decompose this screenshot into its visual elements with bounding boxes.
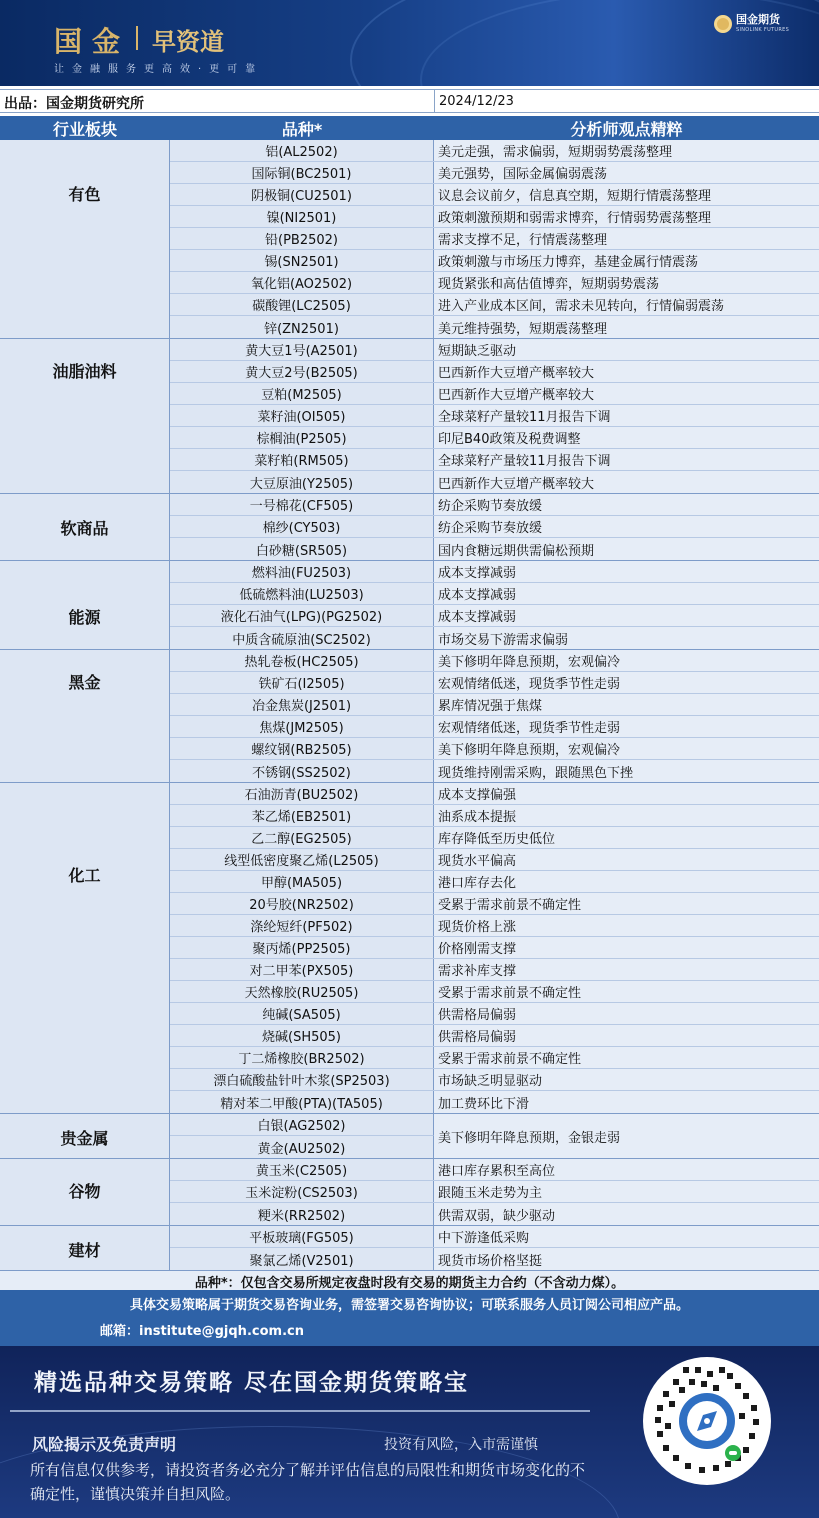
corner-logo: [714, 14, 789, 34]
view-cell: 供需格局偏弱: [434, 1003, 819, 1024]
variety-cell: 锡(SN2501): [170, 250, 434, 271]
view-cell: 美元维持强势，短期震荡整理: [434, 316, 819, 338]
variety-cell: 粳米(RR2502): [170, 1203, 434, 1225]
risk-disclosure-title: 风险揭示及免责声明: [32, 1435, 177, 1454]
variety-cell: 黄大豆2号(B2505): [170, 361, 434, 382]
contact-email[interactable]: 邮箱：institute@gjqh.com.cn: [100, 1324, 304, 1339]
table-row: [170, 162, 819, 184]
view-cell: 需求支撑不足，行情震荡整理: [434, 228, 819, 249]
table-row: [170, 1069, 819, 1091]
table-header: [0, 116, 819, 140]
mini-program-qr-code[interactable]: [643, 1357, 771, 1485]
table-row: [170, 1047, 819, 1069]
view-cell: 港口库存累积至高位: [434, 1159, 819, 1180]
view-cell: 巴西新作大豆增产概率较大: [434, 383, 819, 404]
variety-cell: 涤纶短纤(PF502): [170, 915, 434, 936]
variety-cell: 焦煤(JM2505): [170, 716, 434, 737]
table-row: [170, 538, 819, 560]
variety-cell: 中质含硫原油(SC2502): [170, 627, 434, 649]
table-row: [170, 650, 819, 672]
variety-cell: 阴极铜(CU2501): [170, 184, 434, 205]
view-cell: 全球菜籽产量较11月报告下调: [434, 405, 819, 426]
variety-cell: 黄玉米(C2505): [170, 1159, 434, 1180]
table-row: [170, 1025, 819, 1047]
variety-cell: 碳酸锂(LC2505): [170, 294, 434, 315]
view-cell: 供需双弱，缺少驱动: [434, 1203, 819, 1225]
view-cell: 跟随玉米走势为主: [434, 1181, 819, 1202]
variety-cell: 国际铜(BC2501): [170, 162, 434, 183]
sector-label: 油脂油料: [0, 339, 170, 493]
table-row: [170, 694, 819, 716]
sector-group: [0, 494, 819, 561]
view-cell: 进入产业成本区间，需求未见转向，行情偏弱震荡: [434, 294, 819, 315]
variety-cell: 白银(AG2502): [170, 1114, 434, 1136]
table-row: [170, 915, 819, 937]
table-row: [170, 583, 819, 605]
view-cell: 美元走强，需求偏弱，短期弱势震荡整理: [434, 140, 819, 161]
table-row: [170, 893, 819, 915]
table-row: [170, 228, 819, 250]
table-row: [170, 316, 819, 338]
sector-label: 贵金属: [0, 1114, 170, 1158]
variety-cell: 甲醇(MA505): [170, 871, 434, 892]
view-cell: 宏观情绪低迷，现货季节性走弱: [434, 672, 819, 693]
strategy-table: [0, 116, 819, 1291]
view-cell: 国内食糖远期供需偏松预期: [434, 538, 819, 560]
variety-cell: 菜籽粕(RM505): [170, 449, 434, 470]
variety-cell: 天然橡胶(RU2505): [170, 981, 434, 1002]
variety-cell: 纯碱(SA505): [170, 1003, 434, 1024]
sector-group-precious: [0, 1114, 819, 1159]
table-row: [170, 361, 819, 383]
view-cell: 加工费环比下滑: [434, 1091, 819, 1113]
brand-logo: 国金: [54, 25, 131, 58]
variety-cell: 黄大豆1号(A2501): [170, 339, 434, 360]
variety-cell: 不锈钢(SS2502): [170, 760, 434, 782]
merged-rows: [170, 1114, 819, 1158]
table-row: [170, 605, 819, 627]
variety-cell: 锌(ZN2501): [170, 316, 434, 338]
table-row: [170, 1248, 819, 1270]
view-cell: 成本支撑减弱: [434, 583, 819, 604]
sector-group: [0, 561, 819, 650]
view-cell: 纺企采购节奏放缓: [434, 494, 819, 515]
table-row: [170, 849, 819, 871]
sector-group: [0, 783, 819, 1114]
view-cell: 纺企采购节奏放缓: [434, 516, 819, 537]
view-cell: 现货市场价格坚挺: [434, 1248, 819, 1270]
variety-cell: 棉纱(CY503): [170, 516, 434, 537]
table-row: [170, 981, 819, 1003]
view-cell: 成本支撑偏强: [434, 783, 819, 804]
table-row: [170, 672, 819, 694]
view-cell: 中下游逢低采购: [434, 1226, 819, 1247]
info-divider: [434, 90, 435, 112]
view-cell: 需求补库支撑: [434, 959, 819, 980]
view-cell: 议息会议前夕，信息真空期，短期行情震荡整理: [434, 184, 819, 205]
table-row: [170, 140, 819, 162]
table-row: [170, 405, 819, 427]
view-cell: 现货维持刚需采购，跟随黑色下挫: [434, 760, 819, 782]
variety-cell: 氧化铝(AO2502): [170, 272, 434, 293]
sector-label: 有色: [0, 140, 170, 338]
variety-cell: 烧碱(SH505): [170, 1025, 434, 1046]
view-cell: 全球菜籽产量较11月报告下调: [434, 449, 819, 470]
sector-label: 能源: [0, 561, 170, 649]
sector-group: [0, 1226, 819, 1271]
variety-cell: 液化石油气(LPG)(PG2502): [170, 605, 434, 626]
view-cell: 现货价格上涨: [434, 915, 819, 936]
promo-divider: [10, 1410, 590, 1412]
header-sector: 行业板块: [52, 119, 117, 139]
view-cell: 美下修明年降息预期，金银走弱: [434, 1114, 819, 1158]
variety-cell: 铝(AL2502): [170, 140, 434, 161]
sector-label: 化工: [0, 783, 170, 1113]
table-row: [170, 272, 819, 294]
brand-divider: [136, 26, 138, 50]
variety-cell: 平板玻璃(FG505): [170, 1226, 434, 1247]
producer-label: 出品：国金期货研究所: [4, 96, 144, 112]
view-cell: 短期缺乏驱动: [434, 339, 819, 360]
table-row: [170, 805, 819, 827]
table-row: [170, 937, 819, 959]
view-cell: 美下修明年降息预期，宏观偏冷: [434, 738, 819, 759]
view-cell: 市场交易下游需求偏弱: [434, 627, 819, 649]
header-view: 分析师观点精粹: [570, 119, 683, 139]
sector-label: 软商品: [0, 494, 170, 560]
header-variety: 品种*: [281, 119, 323, 139]
variety-cell: 丁二烯橡胶(BR2502): [170, 1047, 434, 1068]
variety-cell: 低硫燃料油(LU2503): [170, 583, 434, 604]
variety-cell: 对二甲苯(PX505): [170, 959, 434, 980]
table-row: [170, 783, 819, 805]
table-row: [170, 760, 819, 782]
view-cell: 油系成本提振: [434, 805, 819, 826]
view-cell: 受累于需求前景不确定性: [434, 893, 819, 914]
view-cell: 政策刺激与市场压力博弈，基建金属行情震荡: [434, 250, 819, 271]
table-row: [170, 471, 819, 493]
notice-text: 具体交易策略属于期货交易咨询业务，需签署交易咨询协议；可联系服务人员订阅公司相应产品。: [129, 1298, 689, 1313]
view-cell: 受累于需求前景不确定性: [434, 981, 819, 1002]
table-row: [170, 250, 819, 272]
view-cell: 巴西新作大豆增产概率较大: [434, 471, 819, 493]
sector-label: 黑金: [0, 650, 170, 782]
table-row: [170, 627, 819, 649]
sector-group: [0, 140, 819, 339]
variety-cell: 白砂糖(SR505): [170, 538, 434, 560]
report-date: 2024/12/23: [439, 94, 514, 109]
variety-cell: 镍(NI2501): [170, 206, 434, 227]
variety-cell: 聚氯乙烯(V2501): [170, 1248, 434, 1270]
sector-groups: [0, 1159, 819, 1271]
variety-cell: 石油沥青(BU2502): [170, 783, 434, 804]
table-row: [170, 383, 819, 405]
variety-cell: 燃料油(FU2503): [170, 561, 434, 582]
view-cell: 市场缺乏明显驱动: [434, 1069, 819, 1090]
table-row: [170, 827, 819, 849]
view-cell: 现货紧张和高估值博弈，短期弱势震荡: [434, 272, 819, 293]
table-row: [170, 871, 819, 893]
sinolink-logo-icon: [714, 15, 732, 33]
variety-cell: 精对苯二甲酸(PTA)(TA505): [170, 1091, 434, 1113]
table-row: [170, 1181, 819, 1203]
sector-group: [0, 650, 819, 783]
variety-cell: 苯乙烯(EB2501): [170, 805, 434, 826]
risk-disclosure-body: 所有信息仅供参考，请投资者务必充分了解并评估信息的局限性和期货市场变化的不确定性，谨慎决策并自担风险。: [30, 1461, 586, 1503]
variety-cell: 黄金(AU2502): [170, 1136, 434, 1158]
variety-cell: 铅(PB2502): [170, 228, 434, 249]
view-cell: 成本支撑减弱: [434, 605, 819, 626]
sector-group: [0, 1159, 819, 1226]
table-row: [170, 427, 819, 449]
variety-cell: 20号胶(NR2502): [170, 893, 434, 914]
view-cell: 港口库存去化: [434, 871, 819, 892]
view-cell: 累库情况强于焦煤: [434, 694, 819, 715]
qr-code-icon: [643, 1357, 771, 1485]
brand-slogan: 让金融服务更高效·更可靠: [54, 64, 264, 75]
variety-cell: 玉米淀粉(CS2503): [170, 1181, 434, 1202]
table-footnote: 品种*：仅包含交易所规定夜盘时段有交易的期货主力合约（不含动力煤）。: [0, 1271, 819, 1291]
header-banner: [0, 0, 819, 86]
view-cell: 宏观情绪低迷，现货季节性走弱: [434, 716, 819, 737]
view-cell: 政策刺激预期和弱需求博弈，行情弱势震荡整理: [434, 206, 819, 227]
view-cell: 库存降低至历史低位: [434, 827, 819, 848]
view-cell: 印尼B40政策及税费调整: [434, 427, 819, 448]
variety-cell: 一号棉花(CF505): [170, 494, 434, 515]
brand-name: 早资道: [152, 28, 224, 56]
sector-label: 谷物: [0, 1159, 170, 1225]
variety-cell: 大豆原油(Y2505): [170, 471, 434, 493]
sector-label: 建材: [0, 1226, 170, 1270]
table-row: [170, 738, 819, 760]
table-row: [170, 959, 819, 981]
variety-cell: 豆粕(M2505): [170, 383, 434, 404]
table-row: [170, 294, 819, 316]
table-row: [170, 1203, 819, 1225]
promo-headline: 精选品种交易策略 尽在国金期货策略宝: [34, 1369, 470, 1396]
table-row: [170, 516, 819, 538]
variety-cell: 铁矿石(I2505): [170, 672, 434, 693]
table-row: [170, 716, 819, 738]
variety-cell: 菜籽油(OI505): [170, 405, 434, 426]
variety-cell: 热轧卷板(HC2505): [170, 650, 434, 671]
table-row: [170, 1003, 819, 1025]
table-row: [170, 206, 819, 228]
sector-group: [0, 339, 819, 494]
view-cell: 巴西新作大豆增产概率较大: [434, 361, 819, 382]
table-row: [170, 494, 819, 516]
corner-logo-en: SINOLINK FUTURES: [736, 27, 790, 33]
table-row: [170, 1226, 819, 1248]
table-row: [170, 184, 819, 206]
variety-cell: 螺纹钢(RB2505): [170, 738, 434, 759]
consulting-notice: [0, 1290, 819, 1346]
variety-cell: 乙二醇(EG2505): [170, 827, 434, 848]
table-row: [170, 339, 819, 361]
corner-logo-cn: 国金期货: [736, 13, 780, 26]
info-bar: [0, 89, 819, 113]
view-cell: 价格刚需支撑: [434, 937, 819, 958]
variety-cell: 棕榈油(P2505): [170, 427, 434, 448]
view-cell: 美下修明年降息预期，宏观偏冷: [434, 650, 819, 671]
view-cell: 成本支撑减弱: [434, 561, 819, 582]
table-row: [170, 449, 819, 471]
table-row: [170, 1091, 819, 1113]
variety-cell: 冶金焦炭(J2501): [170, 694, 434, 715]
table-row: [170, 1159, 819, 1181]
variety-cell: 漂白硫酸盐针叶木浆(SP2503): [170, 1069, 434, 1090]
table-row: [170, 561, 819, 583]
view-cell: 供需格局偏弱: [434, 1025, 819, 1046]
risk-warning: 投资有风险，入市需谨慎: [384, 1437, 538, 1453]
view-cell: 现货水平偏高: [434, 849, 819, 870]
view-cell: 受累于需求前景不确定性: [434, 1047, 819, 1068]
variety-cell: 线型低密度聚乙烯(L2505): [170, 849, 434, 870]
variety-cell: 聚丙烯(PP2505): [170, 937, 434, 958]
view-cell: 美元强势，国际金属偏弱震荡: [434, 162, 819, 183]
sector-groups: [0, 140, 819, 1114]
